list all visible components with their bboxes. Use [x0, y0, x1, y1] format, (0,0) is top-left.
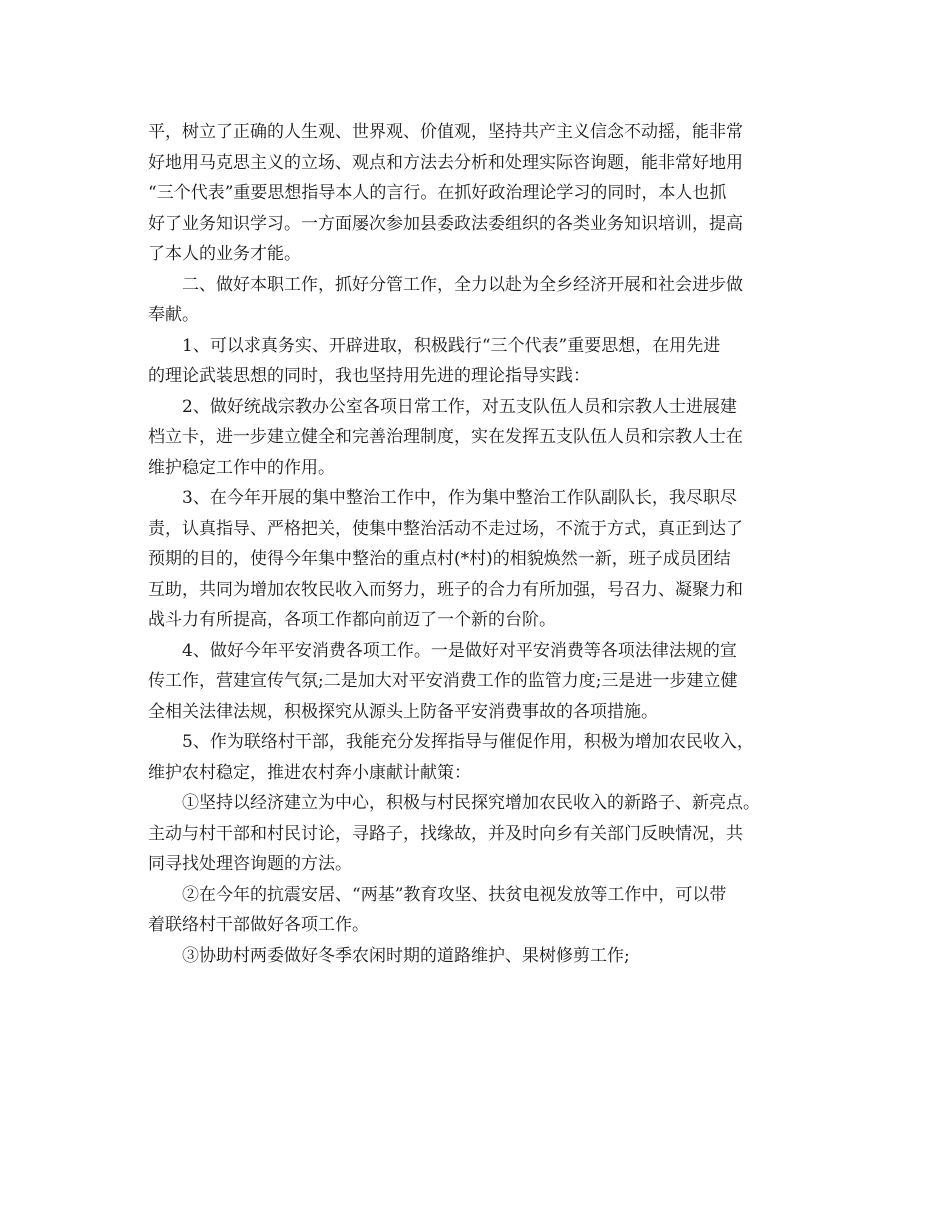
paragraph-item-3: [148, 483, 808, 636]
text-line: 了本人的业务才能。: [148, 244, 301, 264]
paragraph-subitem-3: [148, 941, 808, 972]
text-line: 二、做好本职工作，抓好分管工作，全力以赴为全乡经济开展和社会进步做: [182, 274, 743, 295]
text-line: 好了业务知识学习。一方面屡次参加县委政法委组织的各类业务知识培训，提高: [148, 213, 743, 234]
text-line: 责，认真指导、严格把关，使集中整治活动不走过场，不流于方式，真正到达了: [148, 518, 743, 539]
text-line: 2、做好统战宗教办公室各项日常工作，对五支队伍人员和宗教人士进展建: [182, 396, 737, 417]
text-line: 维护农村稳定，推进农村奔小康献计献策：: [148, 762, 471, 783]
text-line: 主动与村干部和村民讨论，寻路子，找缘故，并及时向乡有关部门反映情况，共: [148, 823, 743, 844]
text-line: 着联络村干部做好各项工作。: [148, 915, 369, 935]
text-line: 奉献。: [148, 305, 199, 325]
text-line: 3、在今年开展的集中整治工作中，作为集中整治工作队副队长，我尽职尽: [182, 488, 737, 508]
text-line: ②在今年的抗震安居、“两基”教育攻坚、扶贫电视发放等工作中，可以带: [182, 884, 727, 905]
text-line: 全相关法律法规，积极探究从源头上防备平安消费事故的各项措施。: [148, 701, 658, 722]
document-page: [148, 117, 808, 971]
text-line: 战斗力有所提高，各项工作都向前迈了一个新的台阶。: [148, 610, 556, 630]
paragraph-item-5: [148, 727, 808, 788]
text-line: 预期的目的，使得今年集中整治的重点村(*村)的相貌焕然一新，班子成员团结: [148, 549, 731, 569]
paragraph-subitem-1: [148, 788, 808, 880]
paragraph-item-2: [148, 392, 808, 484]
paragraph-item-1: [148, 331, 808, 392]
paragraph-subitem-2: [148, 880, 808, 941]
text-line: ③协助村两委做好冬季农闲时期的道路维护、果树修剪工作;: [182, 945, 630, 966]
text-line: 5、作为联络村干部，我能充分发挥指导与催促作用，积极为增加农民收入，: [182, 732, 754, 752]
text-line: 维护稳定工作中的作用。: [148, 457, 335, 478]
text-line: “三个代表”重要思想指导本人的言行。在抓好政治理论学习的同时，本人也抓: [148, 183, 727, 203]
paragraph-item-4: [148, 636, 808, 728]
text-line: ①坚持以经济建立为中心，积极与村民探究增加农民收入的新路子、新亮点。: [182, 793, 760, 813]
text-line: 好地用马克思主义的立场、观点和方法去分析和处理实际咨询题，能非常好地用: [148, 152, 743, 173]
text-line: 同寻找处理咨询题的方法。: [148, 854, 352, 874]
text-line: 1、可以求真务实、开辟进取，积极践行“三个代表”重要思想，在用先进: [182, 335, 721, 356]
text-line: 档立卡，进一步建立健全和完善治理制度，实在发挥五支队伍人员和宗教人士在: [148, 427, 743, 447]
paragraph-political-study: [148, 117, 808, 270]
text-line: 平，树立了正确的人生观、世界观、价值观，坚持共产主义信念不动摇，能非常: [148, 122, 743, 142]
text-line: 4、做好今年平安消费各项工作。一是做好对平安消费等各项法律法规的宣: [182, 640, 737, 661]
text-line: 互助，共同为增加农牧民收入而努力，班子的合力有所加强，号召力、凝聚力和: [148, 579, 743, 600]
text-line: 传工作，营建宣传气氛;二是加大对平安消费工作的监管力度;三是进一步建立健: [148, 671, 738, 691]
paragraph-section-two-heading: [148, 270, 808, 331]
text-line: 的理论武装思想的同时，我也坚持用先进的理论指导实践：: [148, 366, 590, 386]
